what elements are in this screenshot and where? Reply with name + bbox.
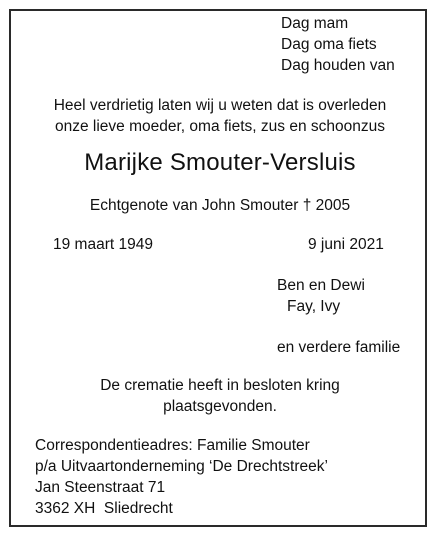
extended-family: en verdere familie [277,339,401,356]
opening-line: Dag oma fiets [281,36,377,53]
obituary-card [9,9,427,527]
opening-line: Dag mam [281,15,349,32]
cremation-line: De crematie heeft in besloten kring [100,377,340,394]
family-line: Ben en Dewi [277,277,365,294]
correspondence-line: Jan Steenstraat 71 [35,479,166,496]
cremation-line: plaatsgevonden. [163,398,277,415]
announcement-line: onze lieve moeder, oma fiets, zus en schoonzus [55,118,385,135]
announcement-line: Heel verdrietig laten wij u weten dat is overleden [53,97,387,114]
birth-date: 19 maart 1949 [53,236,153,253]
correspondence-line: p/a Uitvaartonderneming ‘De Drechtstreek’ [35,458,328,475]
opening-line: Dag houden van [281,57,395,74]
spouse-line: Echtgenote van John Smouter † 2005 [89,197,351,214]
deceased-name: Marijke Smouter-Versluis [84,149,356,176]
death-date: 9 juni 2021 [308,236,384,253]
correspondence-line: 3362 XH Sliedrecht [35,500,173,517]
family-line: Fay, Ivy [287,298,341,315]
correspondence-line: Correspondentieadres: Familie Smouter [35,437,310,454]
